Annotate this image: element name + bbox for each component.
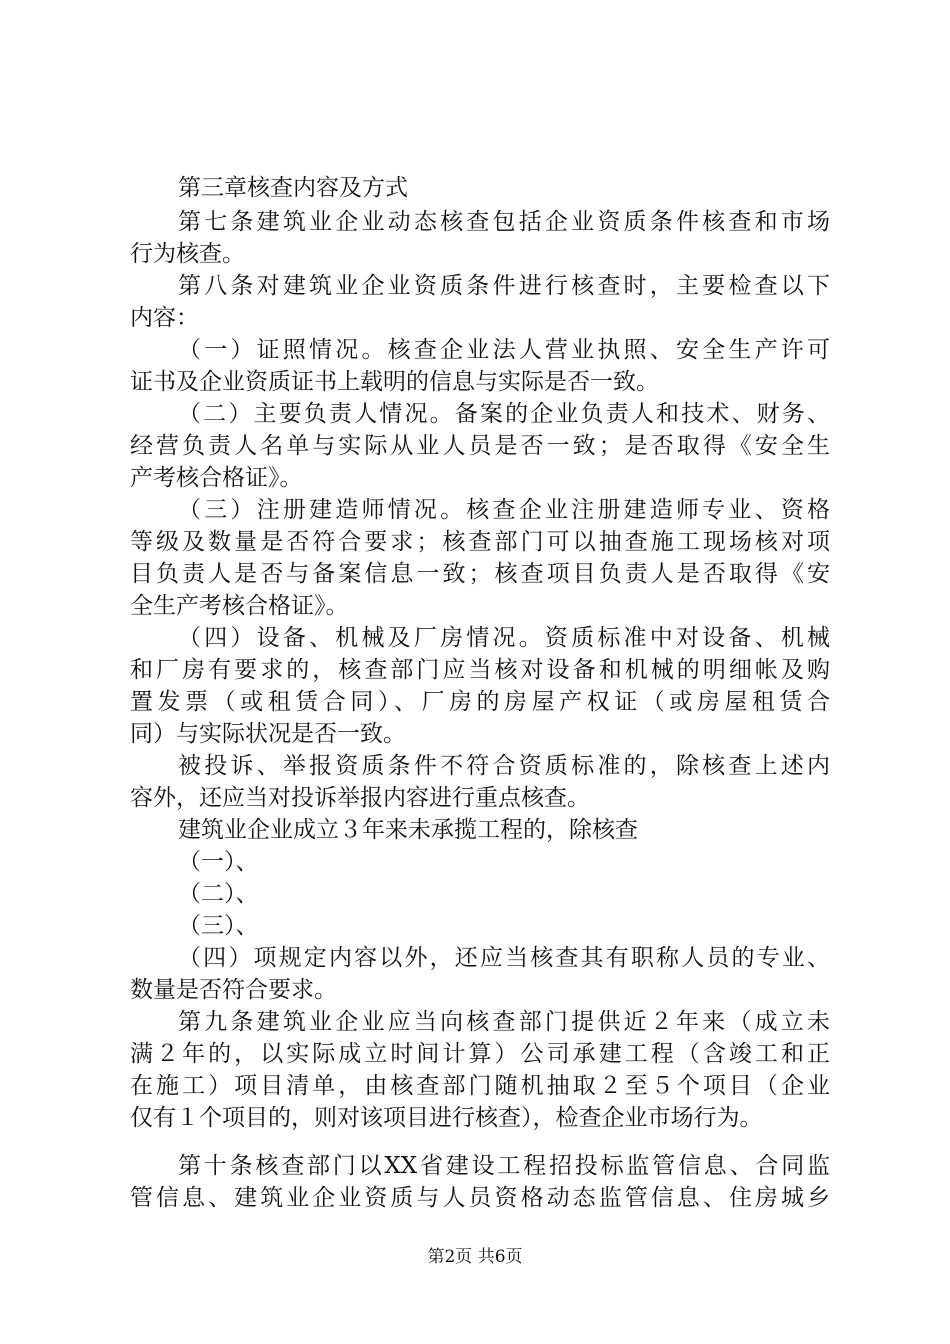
sub-item-2: （二）、 [178, 881, 259, 907]
item-4-line-3: 置发票（或租赁合同）、厂房的房屋产权证（或房屋租赁合 [130, 689, 830, 715]
item-4-line-1: （四）设备、机械及厂房情况。资质标准中对设备、机械 [178, 625, 830, 651]
article-9-line-2: 满２年的，以实际成立时间计算）公司承建工程（含竣工和正 [130, 1041, 830, 1067]
article-9-line-1: 第九条建筑业企业应当向核查部门提供近２年来（成立未 [178, 1009, 830, 1035]
article-10-line-2: 管信息、建筑业企业资质与人员资格动态监管信息、住房城乡 [130, 1185, 830, 1211]
article-9-line-4: 仅有１个项目的，则对该项目进行核查），检查企业市场行为。 [130, 1105, 763, 1131]
item-2-line-1: （二）主要负责人情况。备案的企业负责人和技术、财务、 [178, 401, 830, 427]
article-8-line-1: 第八条对建筑业企业资质条件进行核查时，主要检查以下 [178, 273, 830, 299]
item-3-line-3: 目负责人是否与备案信息一致；核查项目负责人是否取得《安 [130, 561, 830, 587]
item-2-line-3: 产考核合格证》。 [130, 465, 303, 491]
sub-item-3: （三）、 [178, 913, 259, 939]
item-4-line-4: 同）与实际状况是否一致。 [130, 721, 406, 747]
item-1-line-1: （一）证照情况。核查企业法人营业执照、安全生产许可 [178, 337, 830, 363]
three-year-line: 建筑业企业成立３年来未承揽工程的，除核查 [178, 817, 638, 843]
article-9-line-3: 在施工）项目清单，由核查部门随机抽取２至５个项目（企业 [130, 1073, 830, 1099]
item-3-line-2: 等级及数量是否符合要求；核查部门可以抽查施工现场核对项 [130, 529, 830, 555]
complaint-line-1: 被投诉、举报资质条件不符合资质标准的，除核查上述内 [178, 753, 830, 779]
sub-item-4-line-2: 数量是否符合要求。 [130, 977, 337, 1003]
sub-item-4-line-1: （四）项规定内容以外，还应当核查其有职称人员的专业、 [178, 945, 830, 971]
item-3-line-1: （三）注册建造师情况。核查企业注册建造师专业、资格 [178, 497, 830, 523]
item-3-line-4: 全生产考核合格证》。 [130, 593, 349, 619]
article-10-line-1: 第十条核查部门以XX省建设工程招投标监管信息、合同监 [178, 1153, 830, 1179]
chapter-title: 第三章核查内容及方式 [178, 175, 408, 201]
item-1-line-2: 证书及企业资质证书上载明的信息与实际是否一致。 [130, 369, 659, 395]
complaint-line-2: 容外，还应当对投诉举报内容进行重点核查。 [130, 785, 590, 811]
item-4-line-2: 和厂房有要求的，核查部门应当核对设备和机械的明细帐及购 [130, 657, 830, 683]
page-footer: 第2页 共6页 [427, 1247, 523, 1267]
item-2-line-2: 经营负责人名单与实际从业人员是否一致；是否取得《安全生 [130, 433, 830, 459]
article-7-line-2: 行为核查。 [130, 241, 245, 267]
article-8-line-2: 内容： [130, 305, 199, 331]
article-7-line-1: 第七条建筑业企业动态核查包括企业资质条件核查和市场 [178, 209, 830, 235]
sub-item-1: （一）、 [178, 849, 259, 875]
